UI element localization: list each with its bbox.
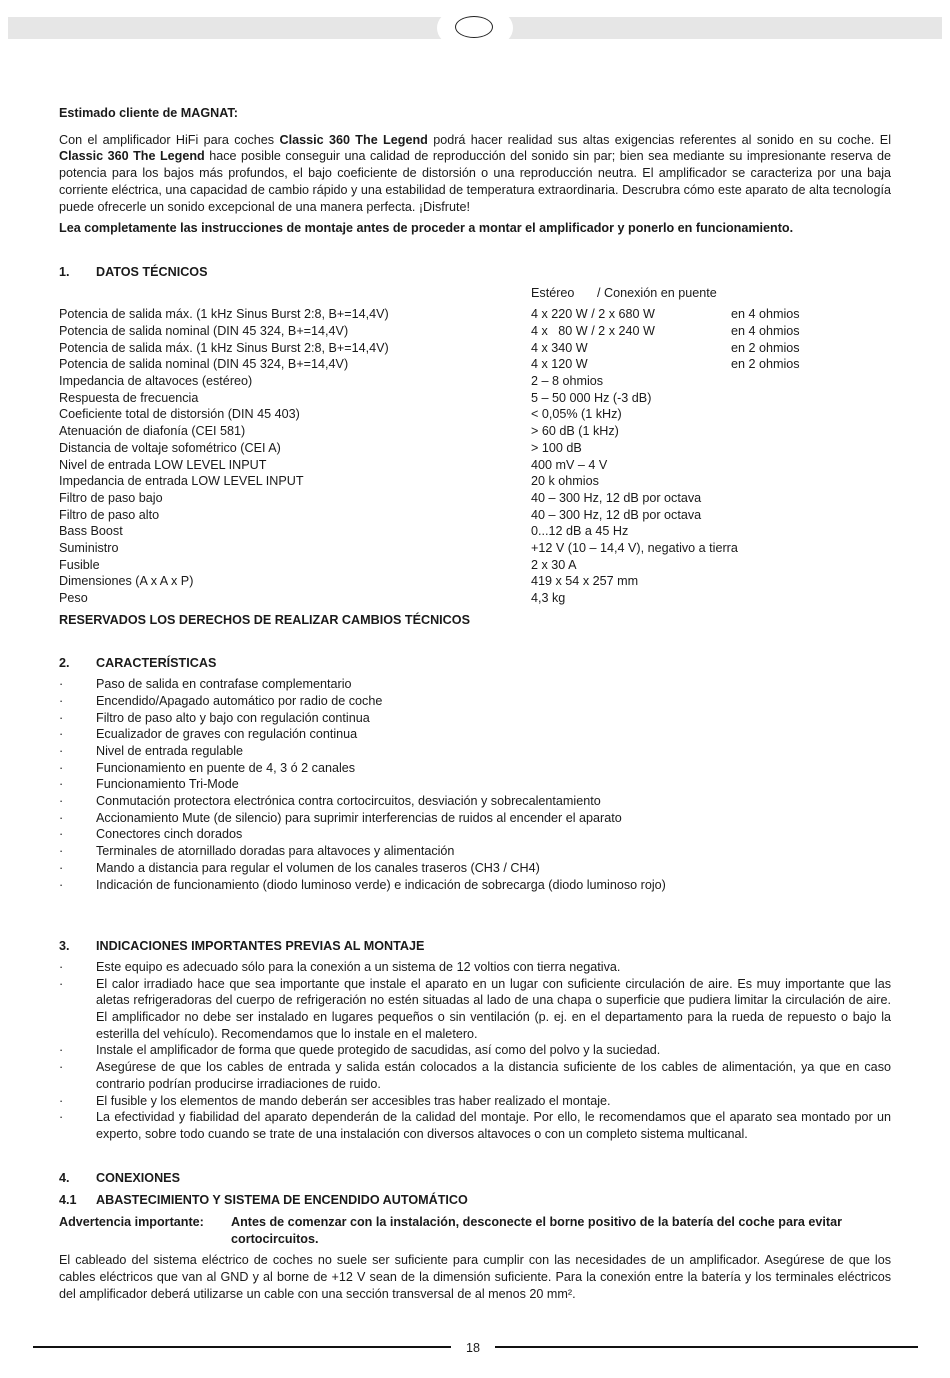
list-item: [59, 793, 891, 810]
spec-value: 4 x 220 W / 2 x 680 W: [531, 307, 655, 322]
bullet-dot-icon: ·: [59, 1043, 64, 1058]
greeting: Estimado cliente de MAGNAT:: [59, 106, 238, 120]
bullet-dot-icon: ·: [59, 1110, 64, 1125]
list-item: [59, 810, 891, 827]
intro-text-a: Con el amplificador HiFi para coches: [59, 132, 280, 147]
spec-label: Potencia de salida nominal (DIN 45 324, B+=14,4V): [59, 357, 349, 372]
list-item-text: Ecualizador de graves con regulación continua: [96, 727, 358, 742]
list-item-text: Terminales de atornillado doradas para altavoces y alimentación: [96, 844, 455, 859]
spec-label: Peso: [59, 591, 88, 605]
intro-text-c: hace posible conseguir una calidad de reproducción del sonido sin par; bien sea mediante su impresionante reserva de potencia para los bajos más profundos, el bajo coeficiente de distorsión o una reproducción neutra. El amplificador se caracteriza por una baja corriente eléctrica, una capacidad de cambio rápido y una estabilidad de temperatura extraordinaria. Descrubra cómo este aparato de alta tecnología puede ofrecerle un sonido excepcional de una manera perfecta. ¡Disfrute!: [59, 149, 891, 214]
section-title: DATOS TÉCNICOS: [96, 264, 208, 279]
bullet-dot-icon: ·: [59, 810, 64, 825]
spec-impedance: en 4 ohmios: [731, 307, 800, 322]
bullet-dot-icon: ·: [59, 827, 64, 842]
list-item-text: Indicación de funcionamiento (diodo luminoso verde) e indicación de sobrecarga (diodo luminoso rojo): [96, 877, 666, 892]
bullet-dot-icon: ·: [59, 710, 64, 725]
reserved-rights-notice: RESERVADOS LOS DERECHOS DE REALIZAR CAMBIOS TÉCNICOS: [59, 612, 470, 627]
list-item: [59, 710, 891, 727]
spec-label: Suministro: [59, 540, 119, 555]
bullet-dot-icon: ·: [59, 777, 64, 792]
spec-value: 40 – 300 Hz, 12 dB por octava: [531, 507, 702, 522]
spec-value: 2 x 30 A: [531, 557, 577, 572]
spec-impedance: en 2 ohmios: [731, 357, 800, 372]
read-instructions-notice: Lea completamente las instrucciones de montaje antes de proceder a montar el amplificador y ponerlo en funcionamiento.: [59, 221, 794, 236]
spec-row: [59, 590, 891, 607]
spec-value: 20 k ohmios: [531, 474, 599, 489]
bullet-dot-icon: ·: [59, 727, 64, 742]
spec-value: 4 x 120 W: [531, 357, 588, 372]
bridge-column-header: / Conexión en puente: [597, 285, 717, 300]
bullet-dot-icon: ·: [59, 794, 64, 809]
list-item: [59, 826, 891, 843]
spec-value: 5 – 50 000 Hz (-3 dB): [531, 390, 652, 405]
list-item: [59, 877, 891, 894]
bullet-dot-icon: ·: [59, 976, 64, 991]
list-item-text: Conectores cinch dorados: [96, 827, 243, 842]
spec-label: Impedancia de altavoces (estéreo): [59, 374, 253, 389]
list-item-text: Conmutación protectora electrónica contra cortocircuitos, desviación y sobrecalentamiento: [96, 794, 601, 809]
features-list: [59, 676, 891, 893]
spec-row: [59, 490, 891, 507]
document-body: [59, 105, 891, 1303]
spec-label: Impedancia de entrada LOW LEVEL INPUT: [59, 474, 304, 489]
list-item: [59, 1059, 891, 1092]
list-item-text: Este equipo es adecuado sólo para la conexión a un sistema de 12 voltios con tierra negativa.: [96, 959, 621, 974]
spec-label: Bass Boost: [59, 524, 123, 539]
list-item: [59, 1093, 891, 1110]
section-number: 2.: [59, 656, 70, 671]
spec-label: Distancia de voltaje sofométrico (CEI A): [59, 440, 281, 455]
spec-row: [59, 557, 891, 574]
section-2-heading: [59, 655, 891, 672]
spec-value: 4,3 kg: [531, 591, 566, 605]
section-title: CONEXIONES: [96, 1170, 180, 1185]
warning-label: Advertencia importante:: [59, 1215, 204, 1230]
list-item-text: El calor irradiado hace que sea importante que instale el aparato en un lugar con suficiente circulación de aire. Es muy importante que las aletas refrigeradoras del cuerpo de refrigeración no estén situadas al lado de una chapa o superficie que pudiera limitar la circulación de aire. El amplificador no debe ser instalado en lugares pequeños o sin ventilación (p. ej. en el departamento para la rueda de repuesto o bajo la esterilla del vehículo). Recomendamos que lo instale en el maletero.: [96, 976, 891, 1041]
section-number: 4.: [59, 1170, 70, 1185]
spec-value: 400 mV – 4 V: [531, 457, 608, 472]
bullet-dot-icon: ·: [59, 677, 64, 692]
list-item-text: Filtro de paso alto y bajo con regulación continua: [96, 710, 370, 725]
spec-label: Respuesta de frecuencia: [59, 390, 199, 405]
spec-row: [59, 356, 891, 373]
spec-value: 4 x 80 W / 2 x 240 W: [531, 324, 655, 338]
list-item-text: Nivel de entrada regulable: [96, 743, 244, 758]
spec-column-headers: [59, 285, 891, 302]
spec-row: [59, 423, 891, 440]
list-item: [59, 676, 891, 693]
spec-row: [59, 440, 891, 457]
list-item: [59, 743, 891, 760]
section-1-heading: [59, 264, 891, 281]
spec-label: Atenuación de diafonía (CEI 581): [59, 424, 246, 439]
stereo-column-header: Estéreo: [531, 285, 575, 300]
spec-value: > 60 dB (1 kHz): [531, 424, 619, 439]
spec-value: 2 – 8 ohmios: [531, 374, 604, 389]
list-item: [59, 693, 891, 710]
spec-row: [59, 523, 891, 540]
list-item: [59, 959, 891, 976]
spec-value: 40 – 300 Hz, 12 dB por octava: [531, 490, 702, 505]
list-item-text: La efectividad y fiabilidad del aparato dependerán de la calidad del montaje. Por ello, le recomendamos que el aparato sea montado por un experto, sobre todo cuando se trate de una instalación con diversos altavoces o con un completo sistema multicanal.: [96, 1110, 891, 1141]
spec-label: Filtro de paso alto: [59, 507, 160, 522]
spec-row: [59, 323, 891, 340]
footer-rule-right: [495, 1346, 918, 1348]
list-item-text: Paso de salida en contrafase complementario: [96, 677, 352, 692]
list-item-text: Instale el amplificador de forma que quede protegido de sacudidas, así como del polvo y la suciedad.: [96, 1043, 661, 1058]
spec-row: [59, 507, 891, 524]
spec-row: [59, 340, 891, 357]
page-number: 18: [465, 1341, 480, 1355]
warning-text: Antes de comenzar con la instalación, desconecte el borne positivo de la batería del coche para evitar cortocircuitos.: [231, 1215, 842, 1246]
bullet-dot-icon: ·: [59, 743, 64, 758]
bullet-dot-icon: ·: [59, 959, 64, 974]
section-number: 1.: [59, 264, 70, 279]
spec-row: [59, 573, 891, 590]
spec-row: [59, 373, 891, 390]
subsection-number: 4.1: [59, 1193, 77, 1208]
section-4-1-heading: [59, 1192, 891, 1209]
list-item: [59, 776, 891, 793]
list-item: [59, 976, 891, 1043]
bullet-dot-icon: ·: [59, 1093, 64, 1108]
spec-label: Potencia de salida nominal (DIN 45 324, B+=14,4V): [59, 324, 349, 338]
section-3-heading: [59, 938, 891, 955]
list-item-text: Accionamiento Mute (de silencio) para suprimir interferencias de ruidos al encender el aparato: [96, 810, 622, 825]
list-item: [59, 860, 891, 877]
spec-impedance: en 2 ohmios: [731, 340, 800, 355]
intro-text-b: podrá hacer realidad sus altas exigencias referentes al sonido en su coche. El: [427, 132, 891, 147]
list-item-text: Funcionamiento en puente de 4, 3 ó 2 canales: [96, 760, 356, 775]
spec-value: 419 x 54 x 257 mm: [531, 574, 639, 589]
spec-label: Dimensiones (A x A x P): [59, 574, 194, 589]
spec-value: +12 V (10 – 14,4 V), negativo a tierra: [531, 540, 738, 555]
list-item: [59, 1042, 891, 1059]
section-4-heading: [59, 1170, 891, 1187]
spec-value: > 100 dB: [531, 440, 582, 455]
spec-label: Fusible: [59, 557, 100, 572]
spec-row: [59, 473, 891, 490]
list-item-text: El fusible y los elementos de mando deberán ser accesibles tras haber realizado el montaje.: [96, 1093, 611, 1108]
spec-row: [59, 406, 891, 423]
spec-value: 0...12 dB a 45 Hz: [531, 524, 629, 539]
bullet-dot-icon: ·: [59, 693, 64, 708]
spec-row: [59, 390, 891, 407]
language-badge-oval: [455, 16, 493, 38]
bullet-dot-icon: ·: [59, 860, 64, 875]
footer-rule-left: [33, 1346, 451, 1348]
spec-row: [59, 306, 891, 323]
intro-paragraph: [59, 132, 891, 216]
important-warning: [59, 1214, 891, 1247]
spec-label: Coeficiente total de distorsión (DIN 45 403): [59, 407, 300, 422]
subsection-title: ABASTECIMIENTO Y SISTEMA DE ENCENDIDO AUTOMÁTICO: [96, 1193, 468, 1208]
spec-label: Potencia de salida máx. (1 kHz Sinus Burst 2:8, B+=14,4V): [59, 307, 389, 322]
bullet-dot-icon: ·: [59, 844, 64, 859]
spec-value: < 0,05% (1 kHz): [531, 407, 622, 422]
list-item-text: Funcionamiento Tri-Mode: [96, 777, 239, 792]
list-item-text: Mando a distancia para regular el volumen de los canales traseros (CH3 / CH4): [96, 860, 540, 875]
product-name: Classic 360 The Legend: [279, 132, 428, 147]
spec-row: [59, 457, 891, 474]
list-item: [59, 760, 891, 777]
spec-impedance: en 4 ohmios: [731, 324, 800, 338]
spec-label: Nivel de entrada LOW LEVEL INPUT: [59, 457, 267, 472]
section-title: INDICACIONES IMPORTANTES PREVIAS AL MONTAJE: [96, 939, 425, 954]
list-item: [59, 1109, 891, 1142]
pre-installation-notes-list: [59, 959, 891, 1143]
list-item-text: Encendido/Apagado automático por radio de coche: [96, 693, 383, 708]
spec-label: Potencia de salida máx. (1 kHz Sinus Burst 2:8, B+=14,4V): [59, 340, 389, 355]
list-item: [59, 843, 891, 860]
list-item: [59, 726, 891, 743]
section-title: CARACTERÍSTICAS: [96, 656, 217, 671]
spec-value: 4 x 340 W: [531, 340, 588, 355]
bullet-dot-icon: ·: [59, 760, 64, 775]
bullet-dot-icon: ·: [59, 877, 64, 892]
spec-table: [59, 306, 891, 606]
cabling-paragraph: El cableado del sistema eléctrico de coches no suele ser suficiente para cumplir con las necesidades de un amplificador. Asegúrese de que los cables eléctricos que van al GND y al borne de +12 V sean de la dimensión suficiente. Para la conexión entre la batería y los terminales eléctricos del amplificador deberá utilizarse un cable con una sección transversal de al menos 20 mm².: [59, 1253, 891, 1301]
spec-label: Filtro de paso bajo: [59, 490, 163, 505]
product-name: Classic 360 The Legend: [59, 149, 205, 164]
spec-row: [59, 540, 891, 557]
section-number: 3.: [59, 939, 70, 954]
bullet-dot-icon: ·: [59, 1060, 64, 1075]
list-item-text: Asegúrese de que los cables de entrada y salida están colocados a la distancia suficiente de los cables de alimentación, ya que en caso contrario podrían producirse irradiaciones de ruido.: [96, 1060, 891, 1091]
